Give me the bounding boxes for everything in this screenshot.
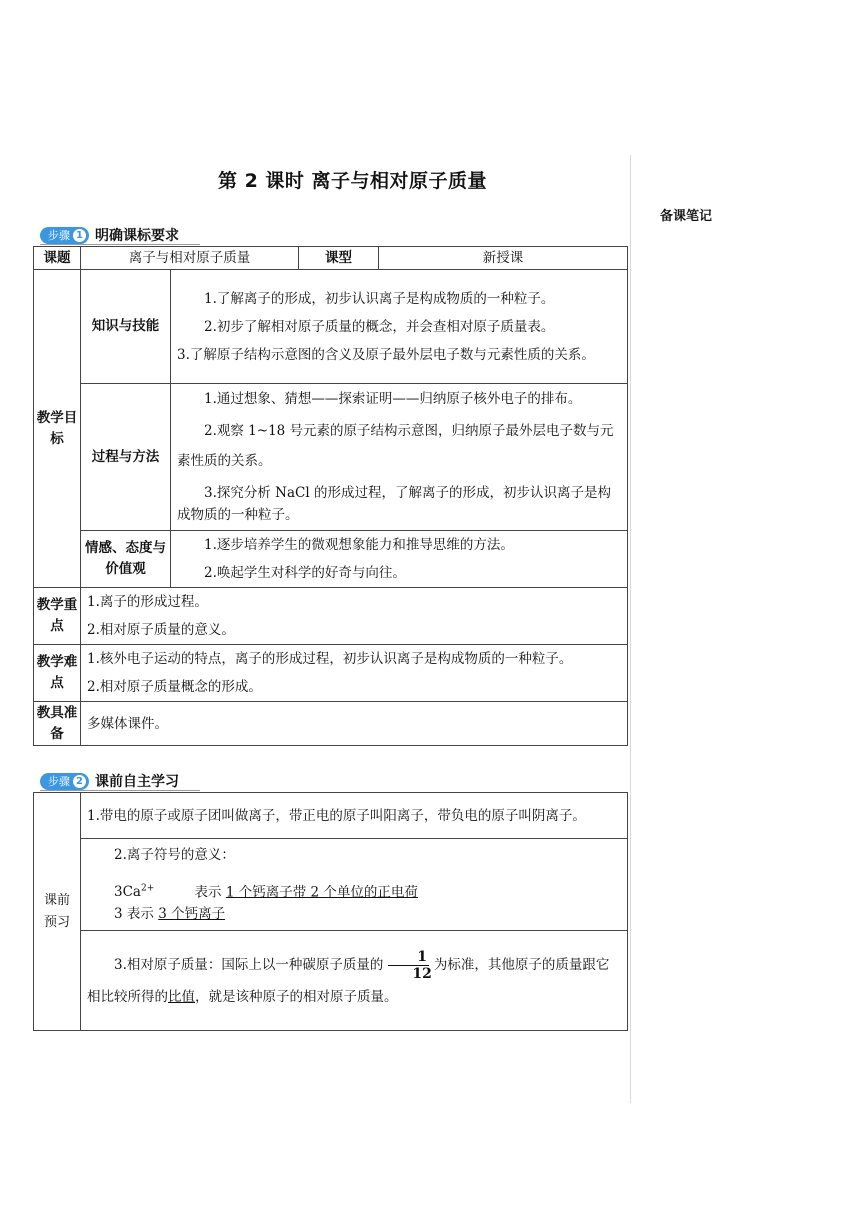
process-row (34, 384, 628, 531)
tools-value: 多媒体课件。 (81, 702, 628, 746)
side-note-label: 备课笔记 (660, 209, 713, 224)
process-item: 2.观察 1~18 号元素的原子结构示意图，归纳原子最外层电子数与元素性质的关系。 (177, 423, 614, 469)
step2-title: 课前自主学习 (95, 774, 179, 790)
ion-definition: 1.带电的原子或原子团叫做离子，带正电的原子叫阳离子，带负电的原子叫阴离子。 (81, 793, 628, 839)
preview-row-relative-mass (34, 931, 628, 1031)
ion-symbol-base: 3Ca (114, 884, 141, 901)
key-point-item: 1.离子的形成过程。 (87, 594, 208, 610)
difficult-points-content (81, 645, 628, 702)
preview-label: 课前预习 (34, 793, 81, 1031)
topic-value: 离子与相对原子质量 (81, 247, 299, 270)
emotion-label: 情感、态度与价值观 (81, 531, 171, 588)
step1-badge (40, 227, 89, 244)
ion-symbol-heading: 2.离子符号的意义： (114, 846, 235, 863)
step1-header (40, 226, 179, 244)
ion-symbol (114, 884, 154, 900)
step2-badge-text: 步骤 (48, 775, 70, 788)
step2-number: 2 (73, 775, 86, 788)
ion-symbol-content (81, 839, 628, 931)
relative-mass-prefix: 3.相对原子质量：国际上以一种碳原子质量的 (114, 957, 384, 973)
key-points-row (34, 588, 628, 645)
page-title: 第 2 课时 离子与相对原子质量 (217, 170, 488, 192)
knowledge-item: 2.初步了解相对原子质量的概念，并会查相对原子质量表。 (204, 318, 555, 335)
step2-header (40, 772, 179, 790)
symbol-desc-prefix: 表示 (194, 884, 222, 901)
margin-divider (630, 155, 631, 1103)
type-label: 课型 (299, 247, 379, 270)
difficult-points-label: 教学难点 (34, 645, 81, 702)
difficult-point-item: 1.核外电子运动的特点，离子的形成过程，初步认识离子是构成物质的一种粒子。 (87, 651, 573, 667)
step1-underline (40, 244, 200, 245)
key-points-content (81, 588, 628, 645)
preview-table (33, 792, 628, 1031)
process-label: 过程与方法 (81, 384, 171, 531)
emotion-content (171, 531, 628, 588)
difficult-points-row (34, 645, 628, 702)
coefficient-answer: 3 个钙离子 (158, 906, 226, 923)
relative-mass-answer: 比值 (168, 989, 195, 1005)
type-value: 新授课 (379, 247, 628, 270)
one-twelfth-fraction (385, 949, 431, 982)
tools-label: 教具准备 (34, 702, 81, 746)
step1-title: 明确课标要求 (95, 228, 179, 244)
preview-row-ion-symbol (34, 839, 628, 931)
process-item: 3.探究分析 NaCl 的形成过程，了解离子的形成，初步认识离子是构成物质的一种粒子。 (177, 485, 611, 523)
step1-number: 1 (73, 229, 86, 242)
difficult-point-item: 2.相对原子质量概念的形成。 (87, 679, 262, 695)
relative-mass-suffix: ，就是该种原子的相对原子质量。 (195, 989, 398, 1005)
relative-mass-middle: 为标准，其他原子的质量跟它相比较所得的 (87, 957, 610, 1005)
process-content (171, 384, 628, 531)
emotion-row (34, 531, 628, 588)
topic-label: 课题 (34, 247, 81, 270)
emotion-item: 1.逐步培养学生的微观想象能力和推导思维的方法。 (204, 537, 514, 553)
coefficient-prefix: 3 表示 (114, 906, 154, 923)
step2-badge (40, 773, 89, 790)
ion-symbol-line (87, 878, 621, 904)
key-point-item: 2.相对原子质量的意义。 (87, 622, 235, 638)
knowledge-content (171, 270, 628, 384)
key-points-label: 教学重点 (34, 588, 81, 645)
preview-row-ion-definition (34, 793, 628, 839)
knowledge-row (34, 270, 628, 384)
knowledge-item: 3.了解原子结构示意图的含义及原子最外层电子数与元素性质的关系。 (177, 346, 595, 363)
lesson-plan-table (33, 246, 628, 746)
ion-symbol-charge: 2+ (140, 883, 155, 894)
step2-underline (40, 790, 200, 791)
emotion-item: 2.唤起学生对科学的好奇与向往。 (204, 565, 406, 581)
tools-row (34, 702, 628, 746)
relative-mass-definition (87, 949, 621, 1012)
topic-row (34, 247, 628, 270)
knowledge-item: 1.了解离子的形成，初步认识离子是构成物质的一种粒子。 (204, 290, 555, 307)
coefficient-line (87, 903, 621, 925)
process-item: 1.通过想象、猜想——探索证明——归纳原子核外电子的排布。 (204, 391, 582, 407)
knowledge-label: 知识与技能 (81, 270, 171, 384)
fraction-denominator: 12 (412, 966, 432, 982)
step1-badge-text: 步骤 (48, 229, 70, 242)
relative-mass-content (81, 931, 628, 1031)
fraction-numerator: 1 (388, 949, 429, 966)
goals-label: 教学目标 (34, 270, 81, 588)
symbol-desc-answer: 1 个钙离子带 2 个单位的正电荷 (225, 884, 418, 901)
